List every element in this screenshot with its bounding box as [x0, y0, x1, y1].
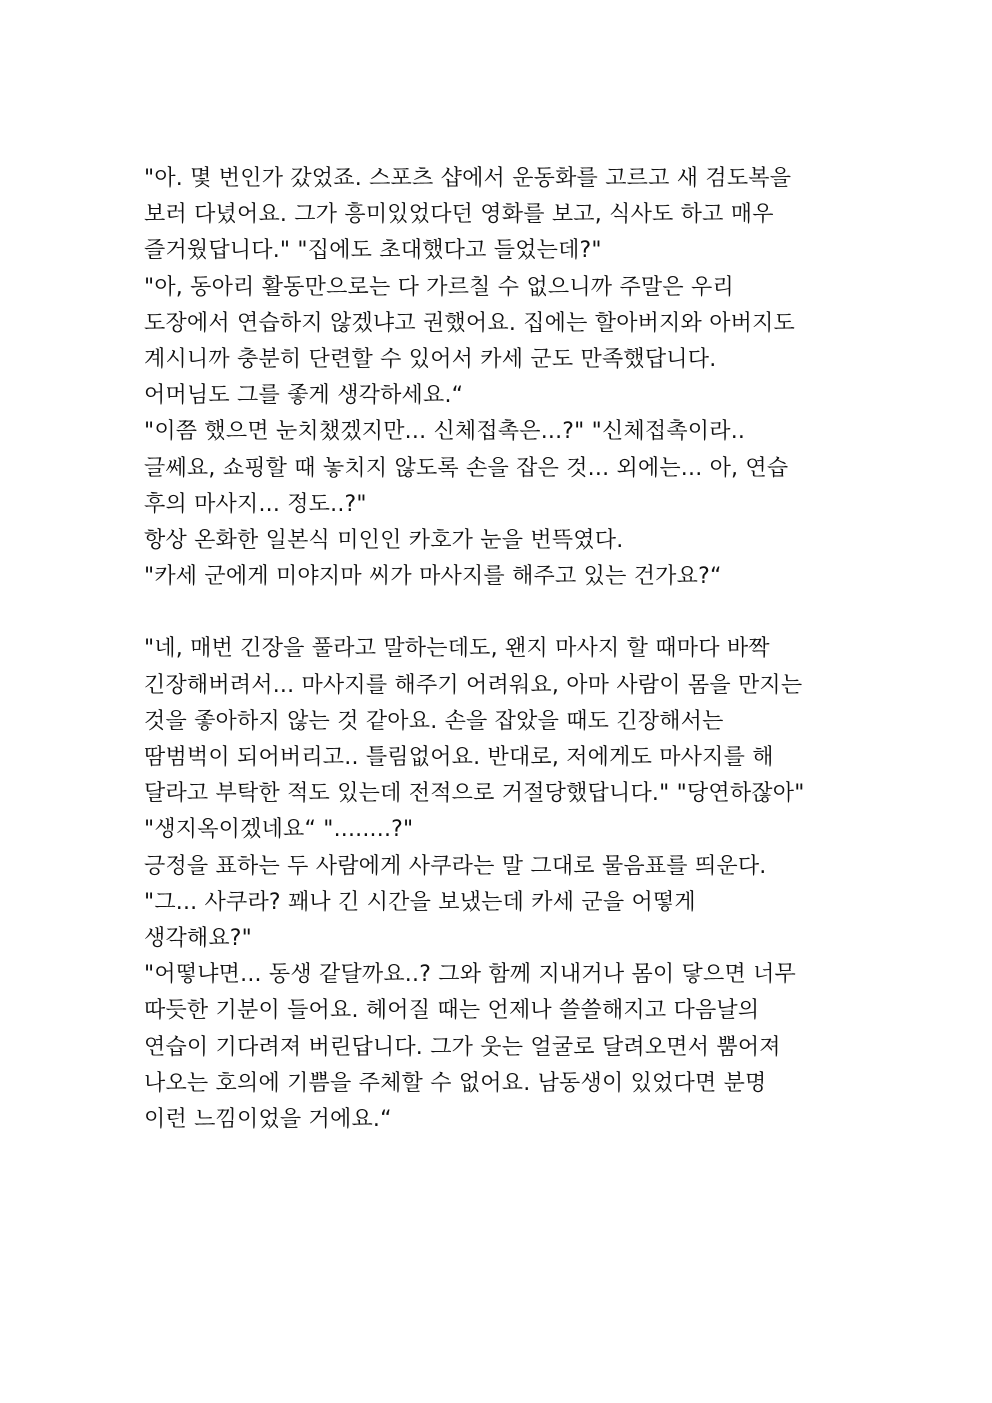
- text-line: "이쯤 했으면 눈치챘겠지만... 신체접촉은...?" "신체접촉이라..: [144, 419, 746, 445]
- text-line: "어떻냐면... 동생 같달까요..? 그와 함께 지내거나 몸이 닿으면 너무: [144, 962, 797, 988]
- text-line: "카세 군에게 미야지마 씨가 마사지를 해주고 있는 건가요?“: [144, 564, 722, 590]
- text-line: 도장에서 연습하지 않겠냐고 권했어요. 집에는 할아버지와 아버지도: [144, 310, 796, 336]
- text-line: 달라고 부탁한 적도 있는데 전적으로 거절당했답니다." "당연하잖아": [144, 781, 805, 807]
- text-line: "그... 사쿠라? 꽤나 긴 시간을 보냈는데 카세 군을 어떻게: [144, 889, 696, 915]
- text-line: 항상 온화한 일본식 미인인 카호가 눈을 번뜩였다.: [144, 527, 624, 553]
- text-line: 생각해요?": [144, 925, 253, 951]
- text-line: 나오는 호의에 기쁨을 주체할 수 없어요. 남동생이 있었다면 분명: [144, 1070, 767, 1096]
- text-line: 땀범벅이 되어버리고.. 틀림없어요. 반대로, 저에게도 마사지를 해: [144, 745, 774, 770]
- text-line: 어머님도 그를 좋게 생각하세요.“: [144, 383, 464, 409]
- text-line: 따듯한 기분이 들어요. 헤어질 때는 언제나 쓸쓸해지고 다음날의: [144, 998, 760, 1024]
- text-line: "네, 매번 긴장을 풀라고 말하는데도, 왠지 마사지 할 때마다 바짝: [144, 636, 770, 662]
- text-line: 후의 마사지... 정도..?": [144, 491, 367, 517]
- text-line: 보러 다녔어요. 그가 흥미있었다던 영화를 보고, 식사도 하고 매우: [144, 202, 774, 228]
- text-line: "아. 몇 번인가 갔었죠. 스포츠 샵에서 운동화를 고르고 새 검도복을: [144, 166, 792, 191]
- text-line: 즐거웠답니다." "집에도 초대했다고 들었는데?": [144, 238, 602, 264]
- text-line: 글쎄요, 쇼핑할 때 놓치지 않도록 손을 잡은 것... 외에는... 아, 연습: [144, 455, 789, 481]
- text-line: 이런 느낌이었을 거에요.“: [144, 1106, 392, 1132]
- text-line: "생지옥이겠네요“ "........?": [144, 817, 414, 843]
- text-line: 긴장해버려서... 마사지를 해주기 어려워요, 아마 사람이 몸을 만지는: [144, 672, 803, 698]
- text-line: 긍정을 표하는 두 사람에게 사쿠라는 말 그대로 물음표를 띄운다.: [144, 853, 767, 879]
- text-line: 계시니까 충분히 단련할 수 있어서 카세 군도 만족했답니다.: [144, 346, 717, 372]
- text-line: 것을 좋아하지 않는 것 같아요. 손을 잡았을 때도 긴장해서는: [144, 708, 724, 734]
- text-line: 연습이 기다려져 버린답니다. 그가 웃는 얼굴로 달려오면서 뿜어져: [144, 1034, 781, 1060]
- body-text: [144, 161, 856, 1138]
- paragraph-break: [144, 595, 856, 631]
- text-line: "아, 동아리 활동만으로는 다 가르칠 수 없으니까 주말은 우리: [144, 274, 734, 300]
